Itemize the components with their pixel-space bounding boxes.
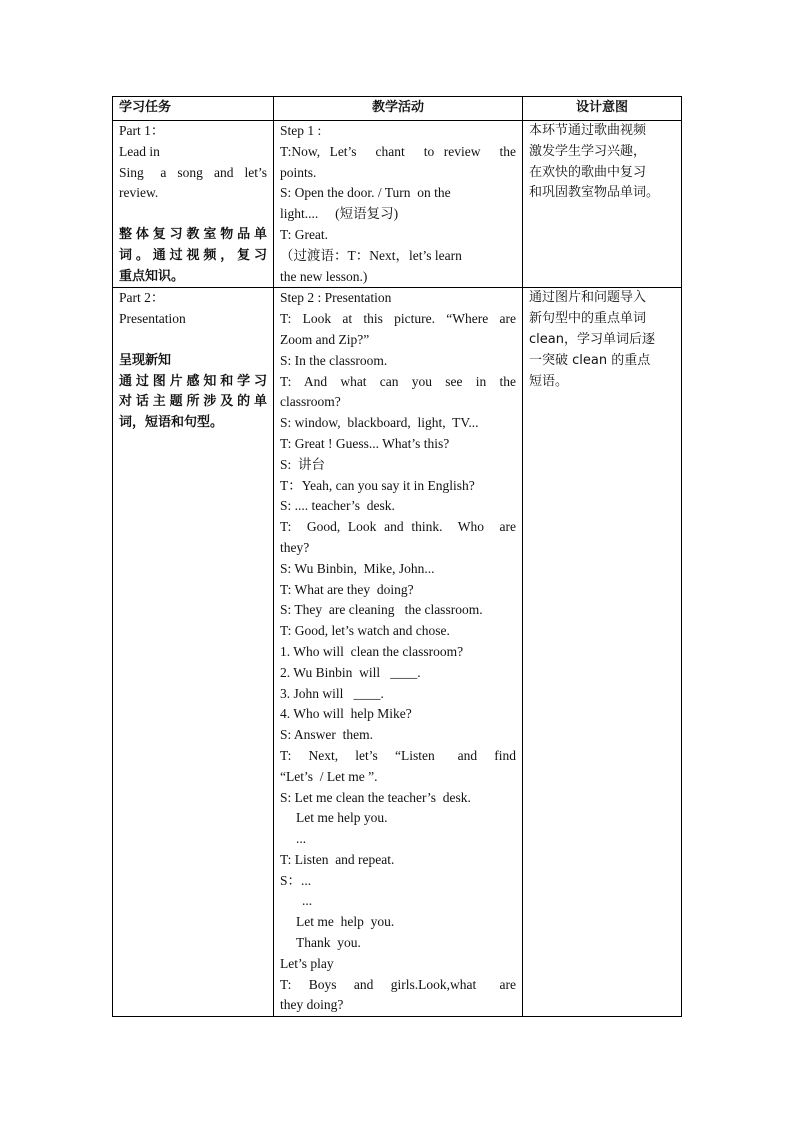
- activity-line: Thank you.: [296, 935, 361, 951]
- spacer: [119, 330, 267, 351]
- activity-line: Let’s play: [280, 955, 334, 971]
- activity-line: Step 1 :: [280, 123, 322, 138]
- activity-line: they?: [280, 539, 310, 555]
- activity-line: Let me help you.: [296, 914, 395, 930]
- activity-line: S: 讲台: [280, 456, 326, 472]
- activity-line: T：Yeah, can you say it in English?: [280, 477, 475, 493]
- header-intent: 设计意图: [523, 97, 682, 121]
- task-text: Presentation: [119, 311, 186, 327]
- header-activity: 教学活动: [274, 97, 523, 121]
- intent-line: 一突破 clean 的重点: [529, 352, 651, 368]
- table-header-row: [113, 97, 682, 121]
- activity-line: 3. John will ____.: [280, 685, 384, 701]
- activity-line: T: Good, Look and think. Who are: [280, 519, 516, 535]
- activity-line: T: Next, let’s “Listen and find: [280, 747, 516, 763]
- activity-line: T: Great ! Guess... What’s this?: [280, 435, 450, 451]
- cell-task-part2: [113, 288, 274, 1017]
- task-text: Part 1：: [119, 123, 165, 138]
- activity-line: S: window, blackboard, light, TV...: [280, 415, 479, 431]
- cell-activity-part1: [274, 121, 523, 288]
- activity-line: （过渡语：T：Next，let’s learn: [280, 247, 462, 263]
- activity-line: Let me help you.: [296, 810, 388, 826]
- header-task: 学习任务: [113, 97, 274, 121]
- activity-line: T: Boys and girls.Look,what are: [280, 976, 516, 992]
- activity-line: S：...: [280, 872, 312, 888]
- lesson-plan-table: [112, 96, 682, 1017]
- task-summary: 对话主题所涉及的单: [119, 394, 267, 410]
- task-summary: 整体复习教室物品单: [119, 226, 267, 242]
- activity-line: the new lesson.): [280, 268, 368, 284]
- spacer: [119, 204, 267, 225]
- activity-line: T: Great.: [280, 226, 329, 242]
- intent-line: 激发学生学习兴趣，: [529, 143, 647, 159]
- task-summary: 通过图片感知和学习: [119, 373, 267, 389]
- intent-line: 本环节通过歌曲视频: [529, 123, 647, 138]
- activity-line: Zoom and Zip?”: [280, 331, 370, 347]
- activity-line: ...: [302, 893, 313, 909]
- activity-line: points.: [280, 164, 317, 180]
- task-summary: 呈现新知: [119, 352, 172, 368]
- activity-line: light.... (短语复习): [280, 206, 399, 222]
- table-row-part1: [113, 121, 682, 288]
- intent-line: clean，学习单词后逐: [529, 331, 655, 347]
- table-row-part2: [113, 288, 682, 1017]
- task-summary: 重点知识。: [119, 268, 185, 284]
- task-text: Part 2：: [119, 290, 165, 306]
- activity-line: T: Look at this picture. “Where are: [280, 311, 516, 327]
- activity-line: ...: [296, 831, 307, 847]
- activity-line: S: Open the door. / Turn on the: [280, 185, 451, 201]
- task-text: Lead in: [119, 143, 160, 159]
- activity-line: S: Let me clean the teacher’s desk.: [280, 789, 471, 805]
- task-summary: 词。通过视频，复习: [119, 247, 267, 263]
- activity-line: 1. Who will clean the classroom?: [280, 643, 464, 659]
- activity-line: 4. Who will help Mike?: [280, 706, 412, 722]
- intent-line: 短语。: [529, 373, 569, 389]
- activity-line: classroom?: [280, 394, 341, 410]
- activity-line: Step 2 : Presentation: [280, 290, 392, 306]
- intent-line: 和巩固教室物品单词。: [529, 185, 660, 201]
- cell-task-part1: [113, 121, 274, 288]
- intent-line: 新句型中的重点单词: [529, 311, 647, 327]
- activity-line: “Let’s / Let me ”.: [280, 768, 378, 784]
- activity-line: S: .... teacher’s desk.: [280, 498, 395, 514]
- activity-line: S: In the classroom.: [280, 352, 388, 368]
- activity-line: T: And what can you see in the: [280, 373, 516, 389]
- task-summary: 词，短语和句型。: [119, 415, 224, 431]
- activity-line: 2. Wu Binbin will ____.: [280, 664, 421, 680]
- cell-intent-part2: [523, 288, 682, 1017]
- activity-line: T: What are they doing?: [280, 581, 414, 597]
- activity-line: S: Wu Binbin, Mike, John...: [280, 560, 435, 576]
- activity-line: T:Now, Let’s chant to review the: [280, 143, 516, 159]
- intent-line: 通过图片和问题导入: [529, 290, 647, 306]
- activity-line: S: Answer them.: [280, 727, 373, 743]
- activity-line: they doing?: [280, 997, 344, 1013]
- cell-intent-part1: [523, 121, 682, 288]
- intent-line: 在欢快的歌曲中复习: [529, 164, 647, 180]
- cell-activity-part2: [274, 288, 523, 1017]
- task-text: review.: [119, 185, 159, 201]
- activity-line: T: Listen and repeat.: [280, 851, 395, 867]
- task-text: Sing a song and let’s: [119, 164, 267, 180]
- activity-line: T: Good, let’s watch and chose.: [280, 623, 450, 639]
- activity-line: S: They are cleaning the classroom.: [280, 602, 483, 618]
